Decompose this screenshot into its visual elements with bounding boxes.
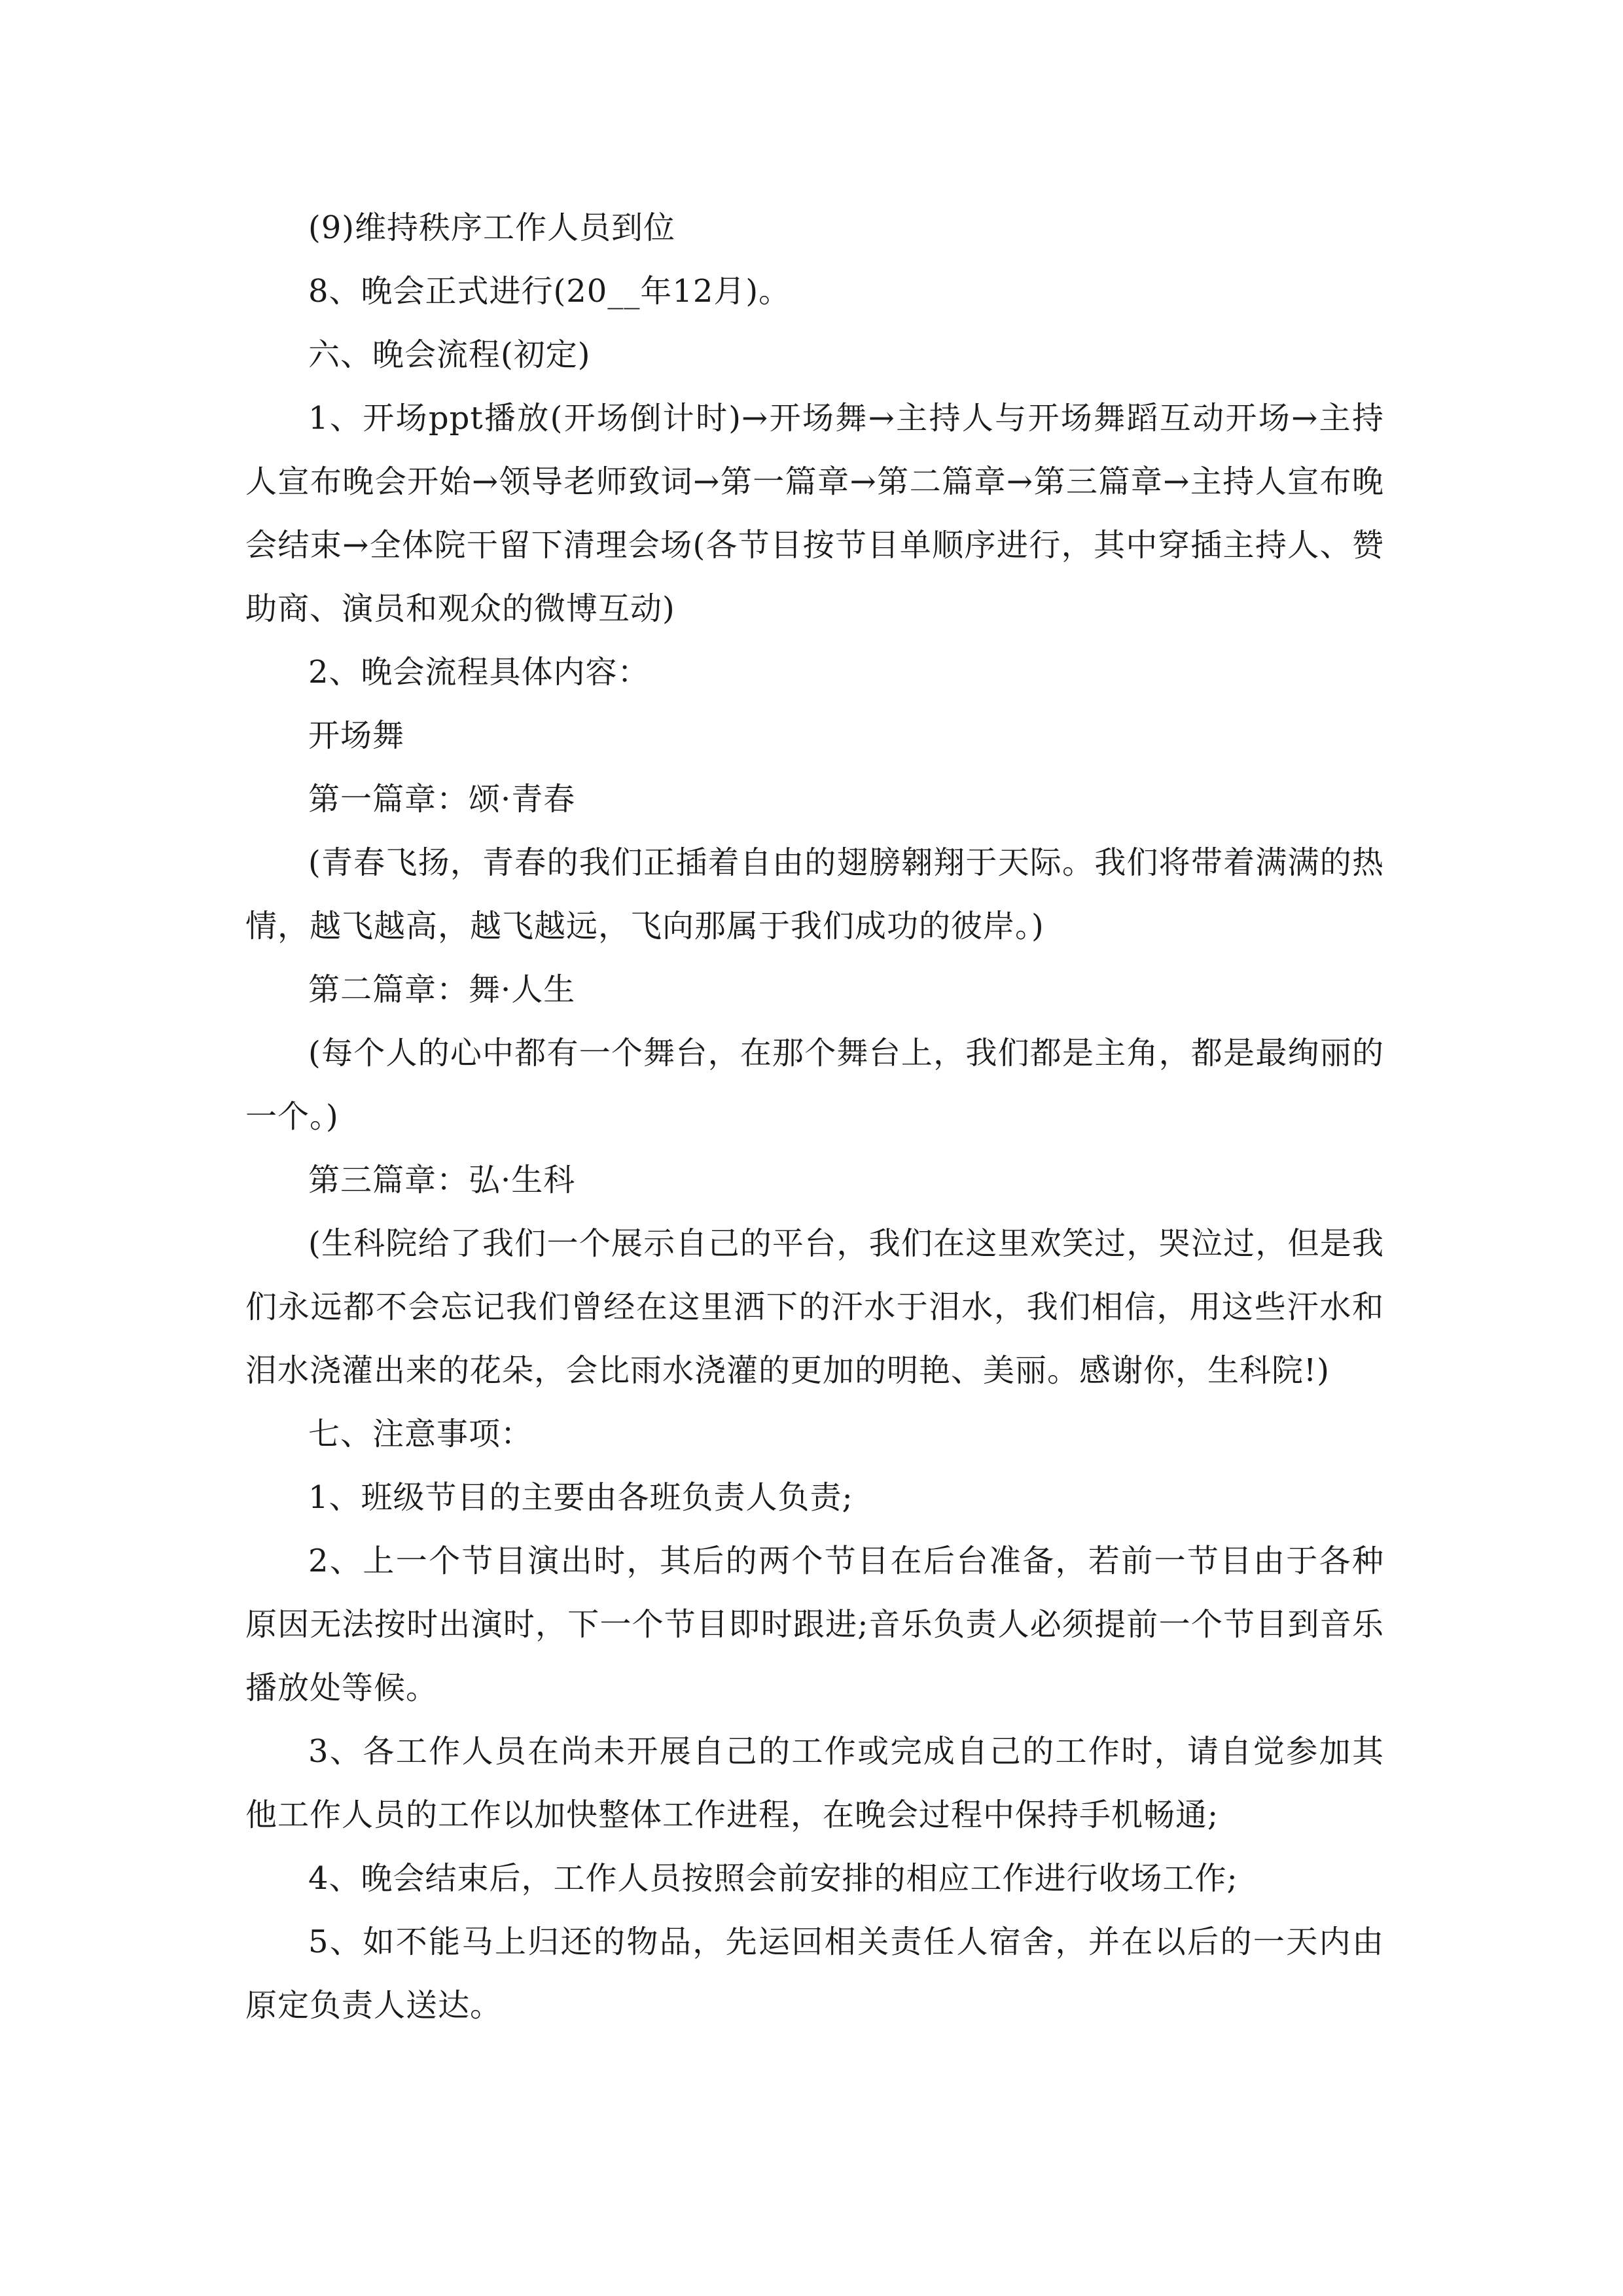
paragraph-chapter-two-desc: (每个人的心中都有一个舞台，在那个舞台上，我们都是主角，都是最绚丽的一个。) (245, 1035, 1384, 1135)
paragraph-note-2: 2、上一个节目演出时，其后的两个节目在后台准备，若前一节目由于各种原因无法按时出演时，下一个节目即时跟进;音乐负责人必须提前一个节目到音乐播放处等候。 (245, 1543, 1384, 1706)
paragraph-chapter-three-desc: (生科院给了我们一个展示自己的平台，我们在这里欢笑过，哭泣过，但是我们永远都不会忘记我们曾经在这里洒下的汗水于泪水，我们相信，用这些汗水和泪水浇灌出来的花朵，会比雨水浇灌的更加的明艳、美丽。感谢你，生科院!) (245, 1225, 1384, 1389)
paragraph-chapter-one-desc: (青春飞扬，青春的我们正插着自由的翅膀翱翔于天际。我们将带着满满的热情，越飞越高，越飞越远，飞向那属于我们成功的彼岸。) (245, 844, 1384, 944)
heading-chapter-three: 第三篇章：弘·生科 (308, 1162, 576, 1198)
heading-gala-process: 六、晚会流程(初定) (308, 336, 591, 373)
paragraph-staff-order: (9)维持秩序工作人员到位 (308, 209, 675, 246)
paragraph-note-5: 5、如不能马上归还的物品，先运回相关责任人宿舍，并在以后的一天内由原定负责人送达。 (245, 1924, 1384, 2024)
paragraph-note-4: 4、晚会结束后，工作人员按照会前安排的相应工作进行收场工作; (308, 1860, 1238, 1897)
heading-chapter-two: 第二篇章：舞·人生 (308, 971, 576, 1008)
heading-chapter-one: 第一篇章：颂·青春 (308, 781, 576, 817)
paragraph-note-1: 1、班级节目的主要由各班负责人负责; (308, 1479, 853, 1516)
paragraph-process-flow: 1、开场ppt播放(开场倒计时)→开场舞→主持人与开场舞蹈互动开场→主持人宣布晚会开始→领导老师致词→第一篇章→第二篇章→第三篇章→主持人宣布晚会结束→全体院干留下清理会场(各节目按节目单顺序进行，其中穿插主持人、赞助商、演员和观众的微博互动) (245, 400, 1384, 627)
paragraph-opening-dance: 开场舞 (308, 717, 405, 754)
heading-notes: 七、注意事项： (308, 1416, 533, 1452)
paragraph-gala-start: 8、晚会正式进行(20__年12月)。 (308, 273, 791, 310)
paragraph-note-3: 3、各工作人员在尚未开展自己的工作或完成自己的工作时，请自觉参加其他工作人员的工作以加快整体工作进程，在晚会过程中保持手机畅通; (245, 1733, 1384, 1833)
document-body (245, 196, 1384, 2037)
paragraph-process-details: 2、晚会流程具体内容： (308, 654, 650, 691)
